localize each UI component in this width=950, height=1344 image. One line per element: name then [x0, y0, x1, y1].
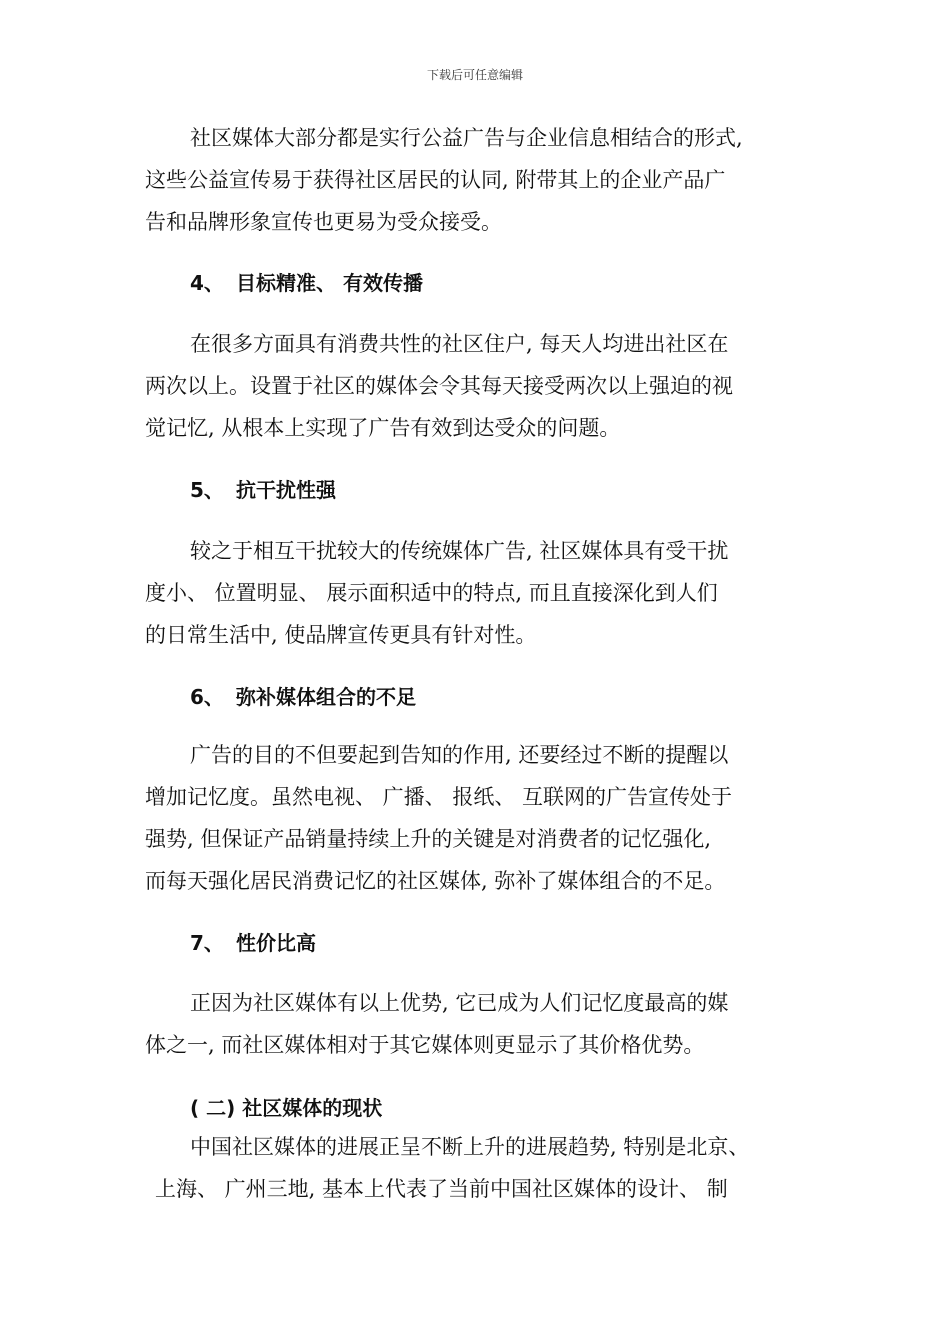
section-heading-status — [145, 1093, 870, 1123]
paragraph-line: 在很多方面具有消费共性的社区住户, 每天人均进出社区在 — [190, 332, 729, 356]
heading-title: 性价比高 — [236, 931, 316, 955]
page-header: 下载后可任意编辑 — [426, 68, 523, 82]
paragraph-line: 度小、 位置明显、 展示面积适中的特点, 而且直接深化到人们 — [145, 581, 718, 605]
paragraph-anti-interference — [145, 530, 825, 656]
paragraph-cost-performance — [145, 982, 825, 1066]
paragraph-line: 广告的目的不但要起到告知的作用, 还要经过不断的提醒以 — [190, 743, 729, 767]
paragraph-line: 这些公益宣传易于获得社区居民的认同, 附带其上的企业产品广 — [145, 168, 726, 192]
paragraph-current-status — [145, 1126, 825, 1210]
heading-number: 7、 — [190, 931, 224, 955]
section-heading-5 — [145, 475, 870, 505]
section-heading-7 — [145, 928, 870, 958]
heading-title: 目标精准、 有效传播 — [236, 271, 423, 295]
paragraph-line: 而每天强化居民消费记忆的社区媒体, 弥补了媒体组合的不足。 — [145, 869, 726, 893]
section-heading-4 — [145, 268, 870, 298]
paragraph-line: 社区媒体大部分都是实行公益广告与企业信息相结合的形式, — [190, 126, 743, 150]
heading-number: 4、 — [190, 271, 224, 295]
paragraph-line: 体之一, 而社区媒体相对于其它媒体则更显示了其价格优势。 — [145, 1033, 705, 1057]
paragraph-line: 两次以上。设置于社区的媒体会令其每天接受两次以上强迫的视 — [145, 374, 733, 398]
paragraph-line: 正因为社区媒体有以上优势, 它已成为人们记忆度最高的媒 — [190, 991, 729, 1015]
heading-number: 5、 — [190, 478, 224, 502]
paragraph-line: 告和品牌形象宣传也更易为受众接受。 — [145, 210, 502, 234]
heading-title: 弥补媒体组合的不足 — [236, 685, 416, 709]
paragraph-line: 强势, 但保证产品销量持续上升的关键是对消费者的记忆强化, — [145, 827, 712, 851]
paragraph-line: 中国社区媒体的进展正呈不断上升的进展趋势, 特别是北京、 — [190, 1135, 750, 1159]
heading-title: ( 二) 社区媒体的现状 — [190, 1096, 383, 1120]
paragraph-public-welfare — [145, 117, 825, 243]
heading-title: 抗干扰性强 — [236, 478, 336, 502]
paragraph-line: 增加记忆度。虽然电视、 广播、 报纸、 互联网的广告宣传处于 — [145, 785, 733, 809]
paragraph-line: 的日常生活中, 使品牌宣传更具有针对性。 — [145, 623, 537, 647]
paragraph-media-mix — [145, 734, 825, 902]
paragraph-line: 觉记忆, 从根本上实现了广告有效到达受众的问题。 — [145, 416, 621, 440]
paragraph-line: 较之于相互干扰较大的传统媒体广告, 社区媒体具有受干扰 — [190, 539, 729, 563]
heading-number: 6、 — [190, 685, 224, 709]
section-heading-6 — [145, 682, 870, 712]
paragraph-target — [145, 323, 825, 449]
paragraph-line: 上海、 广州三地, 基本上代表了当前中国社区媒体的设计、 制 — [155, 1177, 728, 1201]
